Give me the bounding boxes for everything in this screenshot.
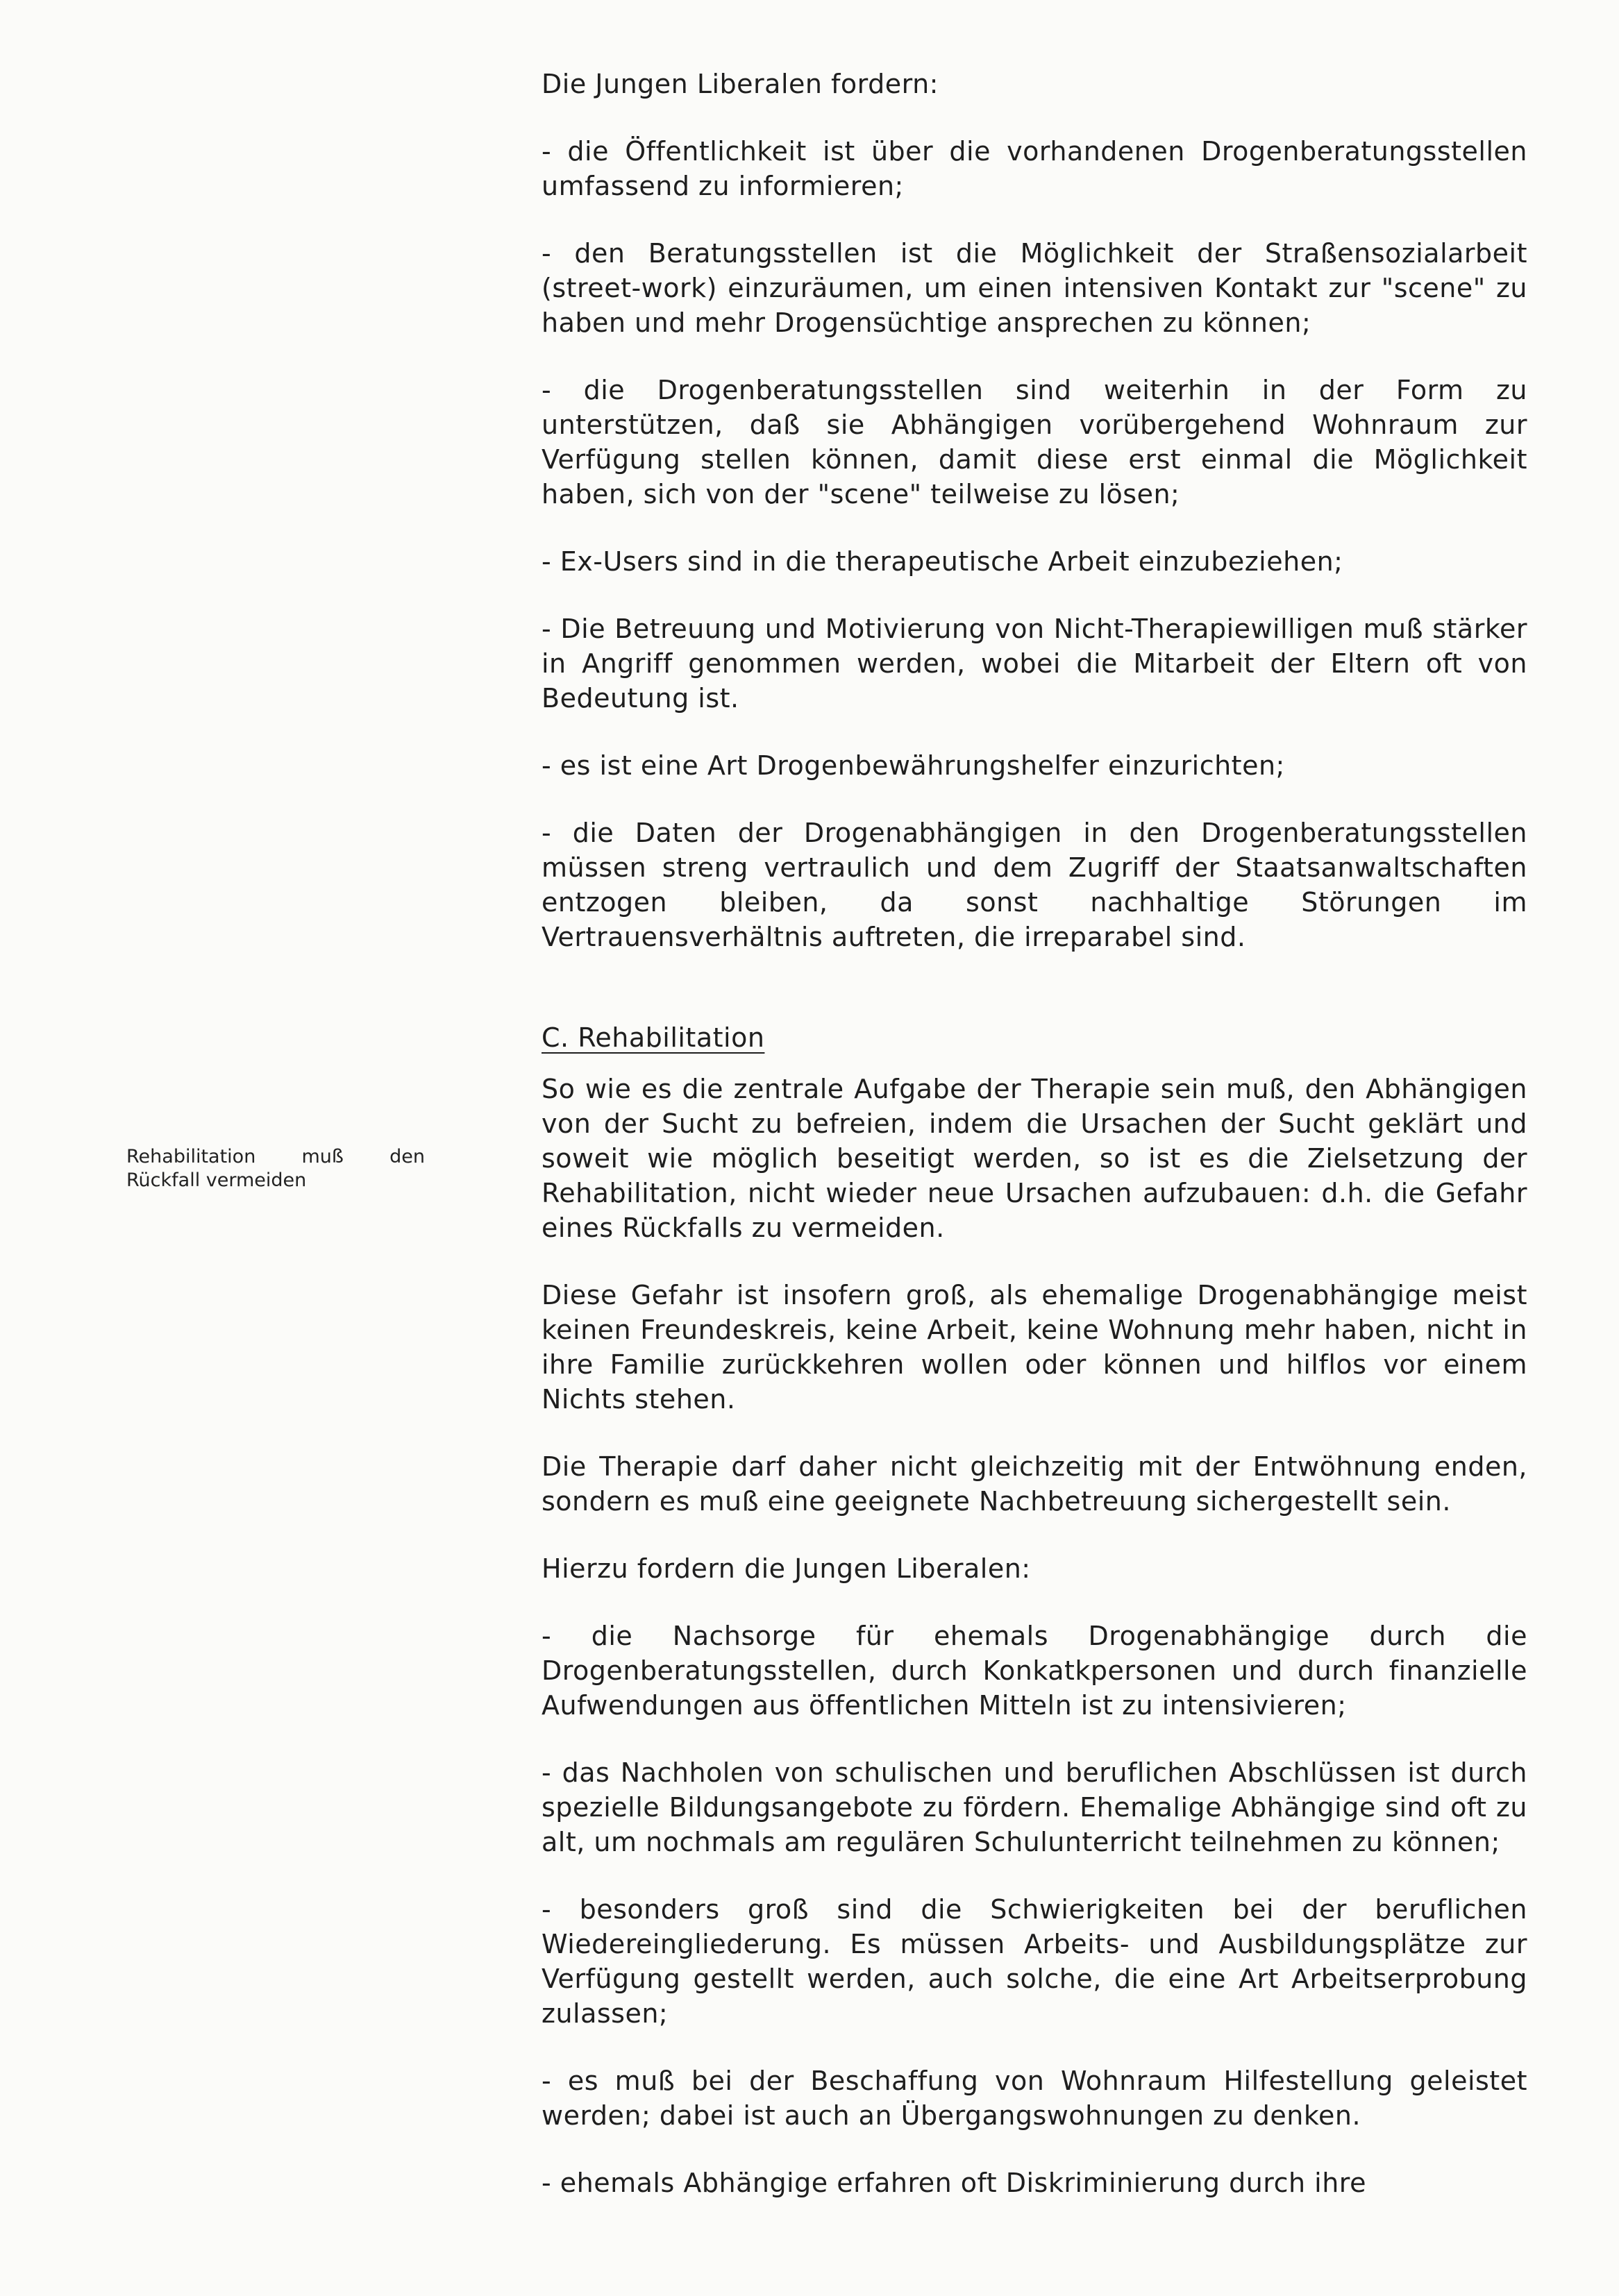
- demand-item: - das Nachholen von schulischen und beruflichen Abschlüssen ist durch spezielle Bildungsangebote zu fördern. Ehemalige Abhängige sind oft zu alt, um nochmals am regulären Schulunterricht teilnehmen zu können;: [542, 1757, 1527, 1857]
- intro-paragraph: Die Jungen Liberalen fordern:: [542, 69, 939, 99]
- body-paragraph: Die Therapie darf daher nicht gleichzeitig mit der Entwöhnung enden, sondern es muß eine geeignete Nachbetreuung sichergestellt sein.: [542, 1451, 1527, 1517]
- main-text-column: [542, 67, 1527, 2233]
- section-heading-text: C. Rehabilitation: [542, 1022, 765, 1053]
- body-paragraph: Diese Gefahr ist insofern groß, als ehemalige Drogenabhängige meist keinen Freundeskreis, keine Arbeit, keine Wohnung mehr haben, nicht in ihre Familie zurückkehren wollen oder können und hilflos vor einem Nichts stehen.: [542, 1280, 1527, 1415]
- margin-note-word: Rehabilitation: [126, 1146, 256, 1167]
- demand-item: - ehemals Abhängige erfahren oft Diskriminierung durch ihre: [542, 2168, 1366, 2198]
- demand-item: - Ex-Users sind in die therapeutische Arbeit einzubeziehen;: [542, 546, 1343, 577]
- margin-note-word: den: [389, 1146, 425, 1167]
- margin-note-line-1: [126, 1145, 425, 1169]
- demand-item: - besonders groß sind die Schwierigkeiten bei der beruflichen Wiedereingliederung. Es müssen Arbeits- und Ausbildungsplätze zur Verfügung gestellt werden, auch solche, die eine Art Arbeitserprobung zulassen;: [542, 1894, 1527, 2029]
- demand-item: - den Beratungsstellen ist die Möglichkeit der Straßensozialarbeit (street-work) einzuräumen, um einen intensiven Kontakt zur "scene" zu haben und mehr Drogensüchtige ansprechen zu können;: [542, 238, 1527, 338]
- demand-item: - die Daten der Drogenabhängigen in den Drogenberatungsstellen müssen streng vertraulich und dem Zugriff der Staatsanwaltschaften entzogen bleiben, da sonst nachhaltige Störungen im Vertrauensverhältnis auftreten, die irreparabel sind.: [542, 818, 1527, 952]
- body-paragraph: So wie es die zentrale Aufgabe der Therapie sein muß, den Abhängigen von der Sucht zu befreien, indem die Ursachen der Sucht geklärt und soweit wie möglich beseitigt werden, so ist es die Zielsetzung der Rehabilitation, nicht wieder neue Ursachen aufzubauen: d.h. die Gefahr eines Rückfalls zu vermeiden.: [542, 1074, 1527, 1243]
- demand-item: - die Drogenberatungsstellen sind weiterhin in der Form zu unterstützen, daß sie Abhängigen vorübergehend Wohnraum zur Verfügung stellen können, damit diese erst einmal die Möglichkeit haben, sich von der "scene" teilweise zu lösen;: [542, 375, 1527, 509]
- margin-note-word: muß: [301, 1146, 344, 1167]
- demand-item: - es ist eine Art Drogenbewährungshelfer einzurichten;: [542, 750, 1285, 781]
- demand-item: - Die Betreuung und Motivierung von Nicht-Therapiewilligen muß stärker in Angriff genommen werden, wobei die Mitarbeit der Eltern oft von Bedeutung ist.: [542, 614, 1527, 714]
- demand-item: - es muß bei der Beschaffung von Wohnraum Hilfestellung geleistet werden; dabei ist auch an Übergangswohnungen zu denken.: [542, 2066, 1527, 2131]
- margin-note-line-2: Rückfall vermeiden: [126, 1170, 307, 1191]
- demand-item: - die Öffentlichkeit ist über die vorhandenen Drogenberatungsstellen umfassend zu informieren;: [542, 136, 1527, 201]
- demand-item: - die Nachsorge für ehemals Drogenabhängige durch die Drogenberatungsstellen, durch Konkatkpersonen und durch finanzielle Aufwendungen aus öffentlichen Mitteln ist zu intensivieren;: [542, 1621, 1527, 1721]
- section-heading: [542, 1020, 1527, 1055]
- margin-note: [126, 1145, 425, 1192]
- body-paragraph: Hierzu fordern die Jungen Liberalen:: [542, 1553, 1031, 1584]
